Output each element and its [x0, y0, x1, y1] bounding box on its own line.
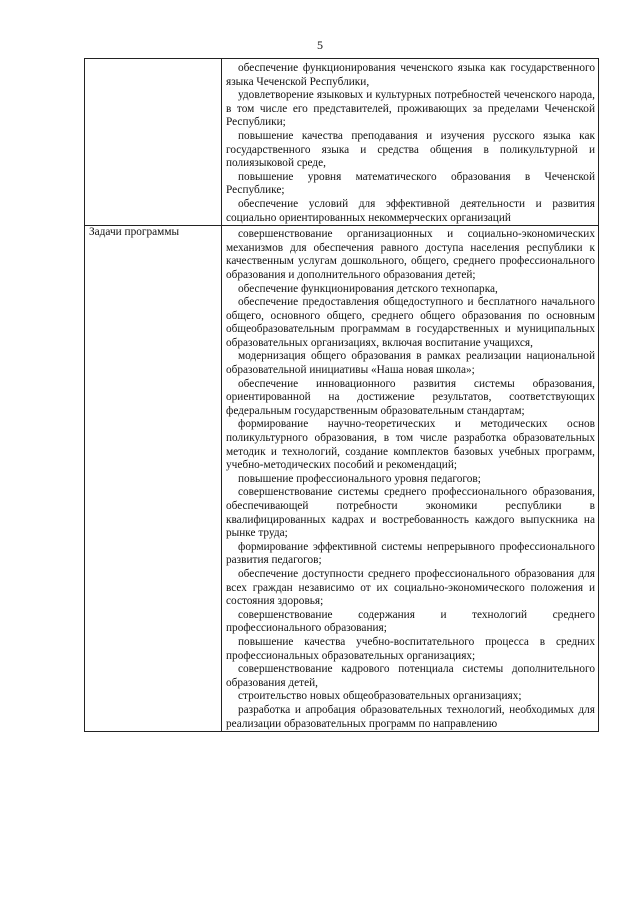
list-item: совершенствование организационных и социально-экономических механизмов для обеспечения равного доступа населения республики к качественным услугам дошкольного, общего, среднего профессионального образования и дополнительного образования детей; — [226, 228, 595, 281]
list-item: формирование научно-теоретических и методических основ поликультурного образования, в том числе разработка образовательных методик и технологий, создание комплектов базовых учебных программ, учебно-методических пособий и рекомендаций; — [226, 418, 595, 472]
list-item: обеспечение условий для эффективной деятельности и развития социально ориентированных некоммерческих организаций — [226, 197, 595, 224]
list-item: обеспечение доступности среднего профессионального образования для всех граждан независимо от их социально-экономического положения и состояния здоровья; — [226, 567, 595, 608]
list-item: формирование эффективной системы непрерывного профессионального развития педагогов; — [226, 540, 595, 567]
list-item: повышение качества учебно-воспитательного процесса в средних профессиональных образовательных организациях; — [226, 635, 595, 662]
list-item: удовлетворение языковых и культурных потребностей чеченского народа, в том числе его представителей, проживающих за пределами Чеченской Республики; — [226, 89, 595, 129]
list-item: обеспечение инновационного развития системы образования, ориентированной на достижение результатов, соответствующих федеральным государственным образовательным стандартам; — [226, 377, 595, 417]
row-label — [85, 59, 222, 226]
list-item: совершенствование содержания и технологий среднего профессионального образования; — [226, 608, 595, 635]
list-item: совершенствование кадрового потенциала системы дополнительного образования детей, — [226, 663, 595, 689]
list-item: обеспечение функционирования детского технопарка, — [238, 282, 498, 295]
row-label-program-tasks: Задачи программы — [85, 226, 222, 732]
list-item: повышение уровня математического образования в Чеченской Республике; — [226, 170, 595, 197]
list-item: обеспечение предоставления общедоступного и бесплатного начального общего, основного общего, среднего общего образования по основным общеобразовательным программам в государственных и муниципальных образовательных организациях, включая воспитание учащихся, — [226, 296, 595, 349]
program-passport-table — [84, 58, 599, 732]
table-row — [85, 59, 599, 226]
page-number: 5 — [317, 38, 323, 52]
list-item: повышение профессионального уровня педагогов; — [238, 472, 481, 485]
list-item: разработка и апробация образовательных технологий, необходимых для реализации образовательных программ по направлению — [226, 703, 595, 730]
list-item: строительство новых общеобразовательных организациях; — [238, 690, 522, 703]
table-row — [85, 226, 599, 732]
row-content — [222, 59, 599, 226]
list-item: совершенствование системы среднего профессионального образования, обеспечивающей потребности экономики республики в квалифицированных кадрах и востребованность каждого выпускника на рынке труда; — [226, 486, 595, 540]
list-item: обеспечение функционирования чеченского языка как государственного языка Чеченской Республики, — [226, 62, 595, 88]
list-item: модернизация общего образования в рамках реализации национальной образовательной инициативы «Наша новая школа»; — [226, 350, 595, 377]
row-content-program-tasks — [222, 226, 599, 732]
list-item: повышение качества преподавания и изучения русского языка как государственного языка и средства общения в поликультурной и полиязыковой среде, — [226, 129, 595, 170]
